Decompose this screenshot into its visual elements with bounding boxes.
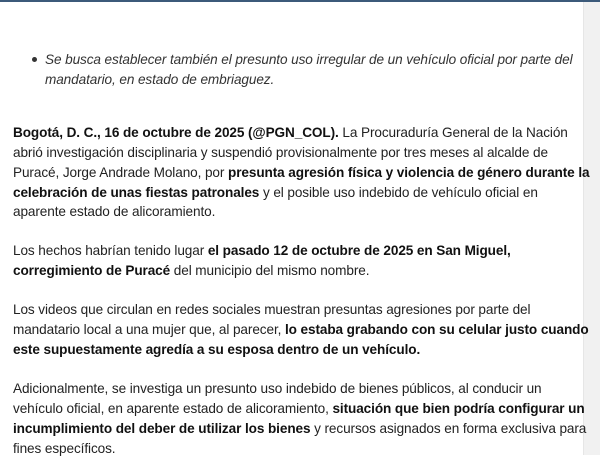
paragraph-line	[13, 123, 568, 143]
paragraph-line	[13, 320, 589, 340]
paragraph-line	[13, 143, 548, 163]
bold-text: celebración de unas fiestas patronales	[13, 185, 260, 200]
text: Puracé, Jorge Andrade Molano, por	[13, 165, 228, 180]
bold-text: corregimiento de Puracé	[13, 263, 171, 278]
text: fines específicos.	[13, 441, 116, 456]
bold-text: Bogotá, D. C., 16 de octubre de 2025 (@PGN_COL).	[13, 125, 339, 140]
scrollbar-track[interactable]	[583, 2, 600, 455]
paragraph-line	[13, 261, 369, 281]
bold-text: este supuestamente agredía a su esposa dentro de un vehículo.	[13, 342, 421, 357]
text: Los videos que circulan en redes sociales muestran presuntas agresiones por parte del	[13, 302, 531, 317]
bold-text: el pasado 12 de octubre de 2025 en San Miguel,	[207, 243, 511, 258]
paragraph-line	[13, 439, 115, 459]
text: Adicionalmente, se investiga un presunto uso indebido de bienes públicos, al conducir un	[13, 381, 542, 396]
bullet-icon	[32, 57, 37, 62]
text: abrió investigación disciplinaria y suspendió provisionalmente por tres meses al alcalde de	[13, 145, 548, 160]
bold-text: presunta agresión física y violencia de género durante la	[228, 165, 590, 180]
text: y el posible uso indebido de vehículo oficial en	[259, 185, 538, 200]
paragraph-line	[13, 379, 542, 399]
paragraph-line	[13, 340, 420, 360]
paragraph-line	[13, 300, 530, 320]
paragraph-line	[13, 183, 538, 203]
paragraph-line	[13, 399, 585, 419]
text: aparente estado de alicoramiento.	[13, 204, 216, 219]
paragraph-line	[13, 419, 586, 439]
paragraph-line	[13, 163, 589, 183]
bullet-text-line: mandatario, en estado de embriaguez.	[45, 72, 275, 87]
text: La Procuraduría General de la Nación	[338, 125, 568, 140]
bullet-text-line: Se busca establecer también el presunto uso irregular de un vehículo oficial por parte del	[45, 52, 573, 67]
text: y recursos asignados en forma exclusiva para	[310, 421, 587, 436]
text: Los hechos habrían tenido lugar	[13, 243, 208, 258]
text: del municipio del mismo nombre.	[170, 263, 370, 278]
bold-text: situación que bien podría configurar un	[332, 401, 585, 416]
text: mandatario local a una mujer que, al parecer,	[13, 322, 285, 337]
top-border	[0, 0, 600, 2]
paragraph-line	[13, 241, 511, 261]
paragraph-line	[13, 202, 215, 222]
text: vehículo oficial, en aparente estado de alicoramiento,	[13, 401, 333, 416]
bold-text: lo estaba grabando con su celular justo cuando	[284, 322, 589, 337]
bold-text: incumplimiento del deber de utilizar los bienes	[13, 421, 311, 436]
